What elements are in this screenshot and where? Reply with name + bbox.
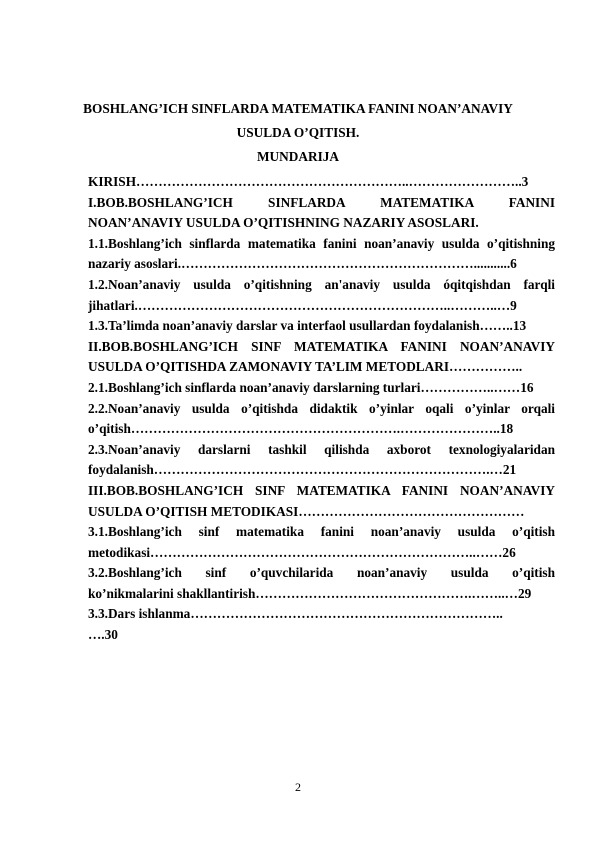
toc-entry-2-3-line-1: 2.3.Noan’anaviy darslarni tashkil qilishda axborot texnologiyalaridan (88, 441, 555, 457)
toc-entry-1-1-line-1: 1.1.Boshlang’ich sinflarda matematika fanini noan’anaviy usulda o’qitishning (88, 235, 555, 251)
toc-chapter-1-title-line-2: NOAN’ANAVIY USULDA O’QITISHNING NAZARIY ASOSLARI. (88, 215, 479, 231)
toc-entry-2-1: 2.1.Boshlang’ich sinflarda noan’anaviy darslarning turlari……………..……16 (88, 379, 534, 395)
toc-entry-1-2-line-2: jihatlari.……………………………………………………………..………..…9 (88, 297, 517, 313)
toc-chapter-3-title-line-1: III.BOB.BOSHLANG’ICH SINF MATEMATIKA FANINI NOAN’ANAVIY (88, 482, 555, 498)
toc-entry-3-1-line-1: 3.1.Boshlang’ich sinf matematika fanini noan’anaviy usulda o’qitish (88, 524, 555, 540)
toc-chapter-3-title-line-2: USULDA O’QITISH METODIKASI…………………………………………… (88, 503, 525, 519)
page-number: 2 (295, 780, 301, 794)
toc-entry-3-2-line-2: ko’nikmalarini shakllantirish………………………………………….……..…29 (88, 585, 532, 601)
table-of-contents (88, 172, 555, 646)
toc-entry-2-3-line-2: foydalanish………………………………………………………………….…21 (88, 462, 517, 478)
toc-entry-2-2-line-2: o’qitish…………………………………………………….…………………..18 (88, 421, 514, 437)
toc-entry-3-3-line-2: ….30 (88, 627, 118, 643)
toc-entry-1-1-line-2: nazariy asoslari.…………………………………………………………...........6 (88, 256, 517, 272)
toc-entry-introduction: KIRISH……………………………………………………..……………………..3 (88, 174, 529, 189)
toc-chapter-2-title-line-1: II.BOB.BOSHLANG’ICH SINF MATEMATIKA FANINI NOAN’ANAVIY (88, 338, 555, 354)
document-title-line-2: USULDA O’QITISH. (236, 125, 360, 140)
toc-entry-1-2-line-1: 1.2.Noan’anaviy usulda o’qitishning an'anaviy usulda óqitqishdan farqli (88, 276, 555, 292)
toc-chapter-1-title-line-1: I.BOB.BOSHLANG’ICH SINFLARDA MATEMATIKA FANINI (88, 194, 555, 210)
contents-heading: MUNDARIJA (257, 149, 339, 164)
toc-entry-2-2-line-1: 2.2.Noan’anaviy usulda o’qitishda didaktik o’yinlar oqali o’yinlar orqali (88, 400, 555, 416)
toc-entry-3-2-line-1: 3.2.Boshlang’ich sinf o’quvchilarida noan’anaviy usulda o’qitish (88, 565, 555, 581)
toc-entry-3-3-line-1: 3.3.Dars ishlanma…………………………………………………………….. (88, 606, 503, 622)
toc-entry-1-3: 1.3.Ta’limda noan’anaviy darslar va interfaol usullardan foydalanish……..13 (88, 318, 527, 334)
toc-entry-3-1-line-2: metodikasi………………………………………………………………..……26 (88, 544, 516, 560)
toc-chapter-2-title-line-2: USULDA O’QITISHDA ZAMONAVIY TA’LIM METODLARI…………….. (88, 359, 523, 375)
document-title-line-1: BOSHLANG’ICH SINFLARDA MATEMATIKA FANINI NOAN’ANAVIY (83, 101, 513, 116)
